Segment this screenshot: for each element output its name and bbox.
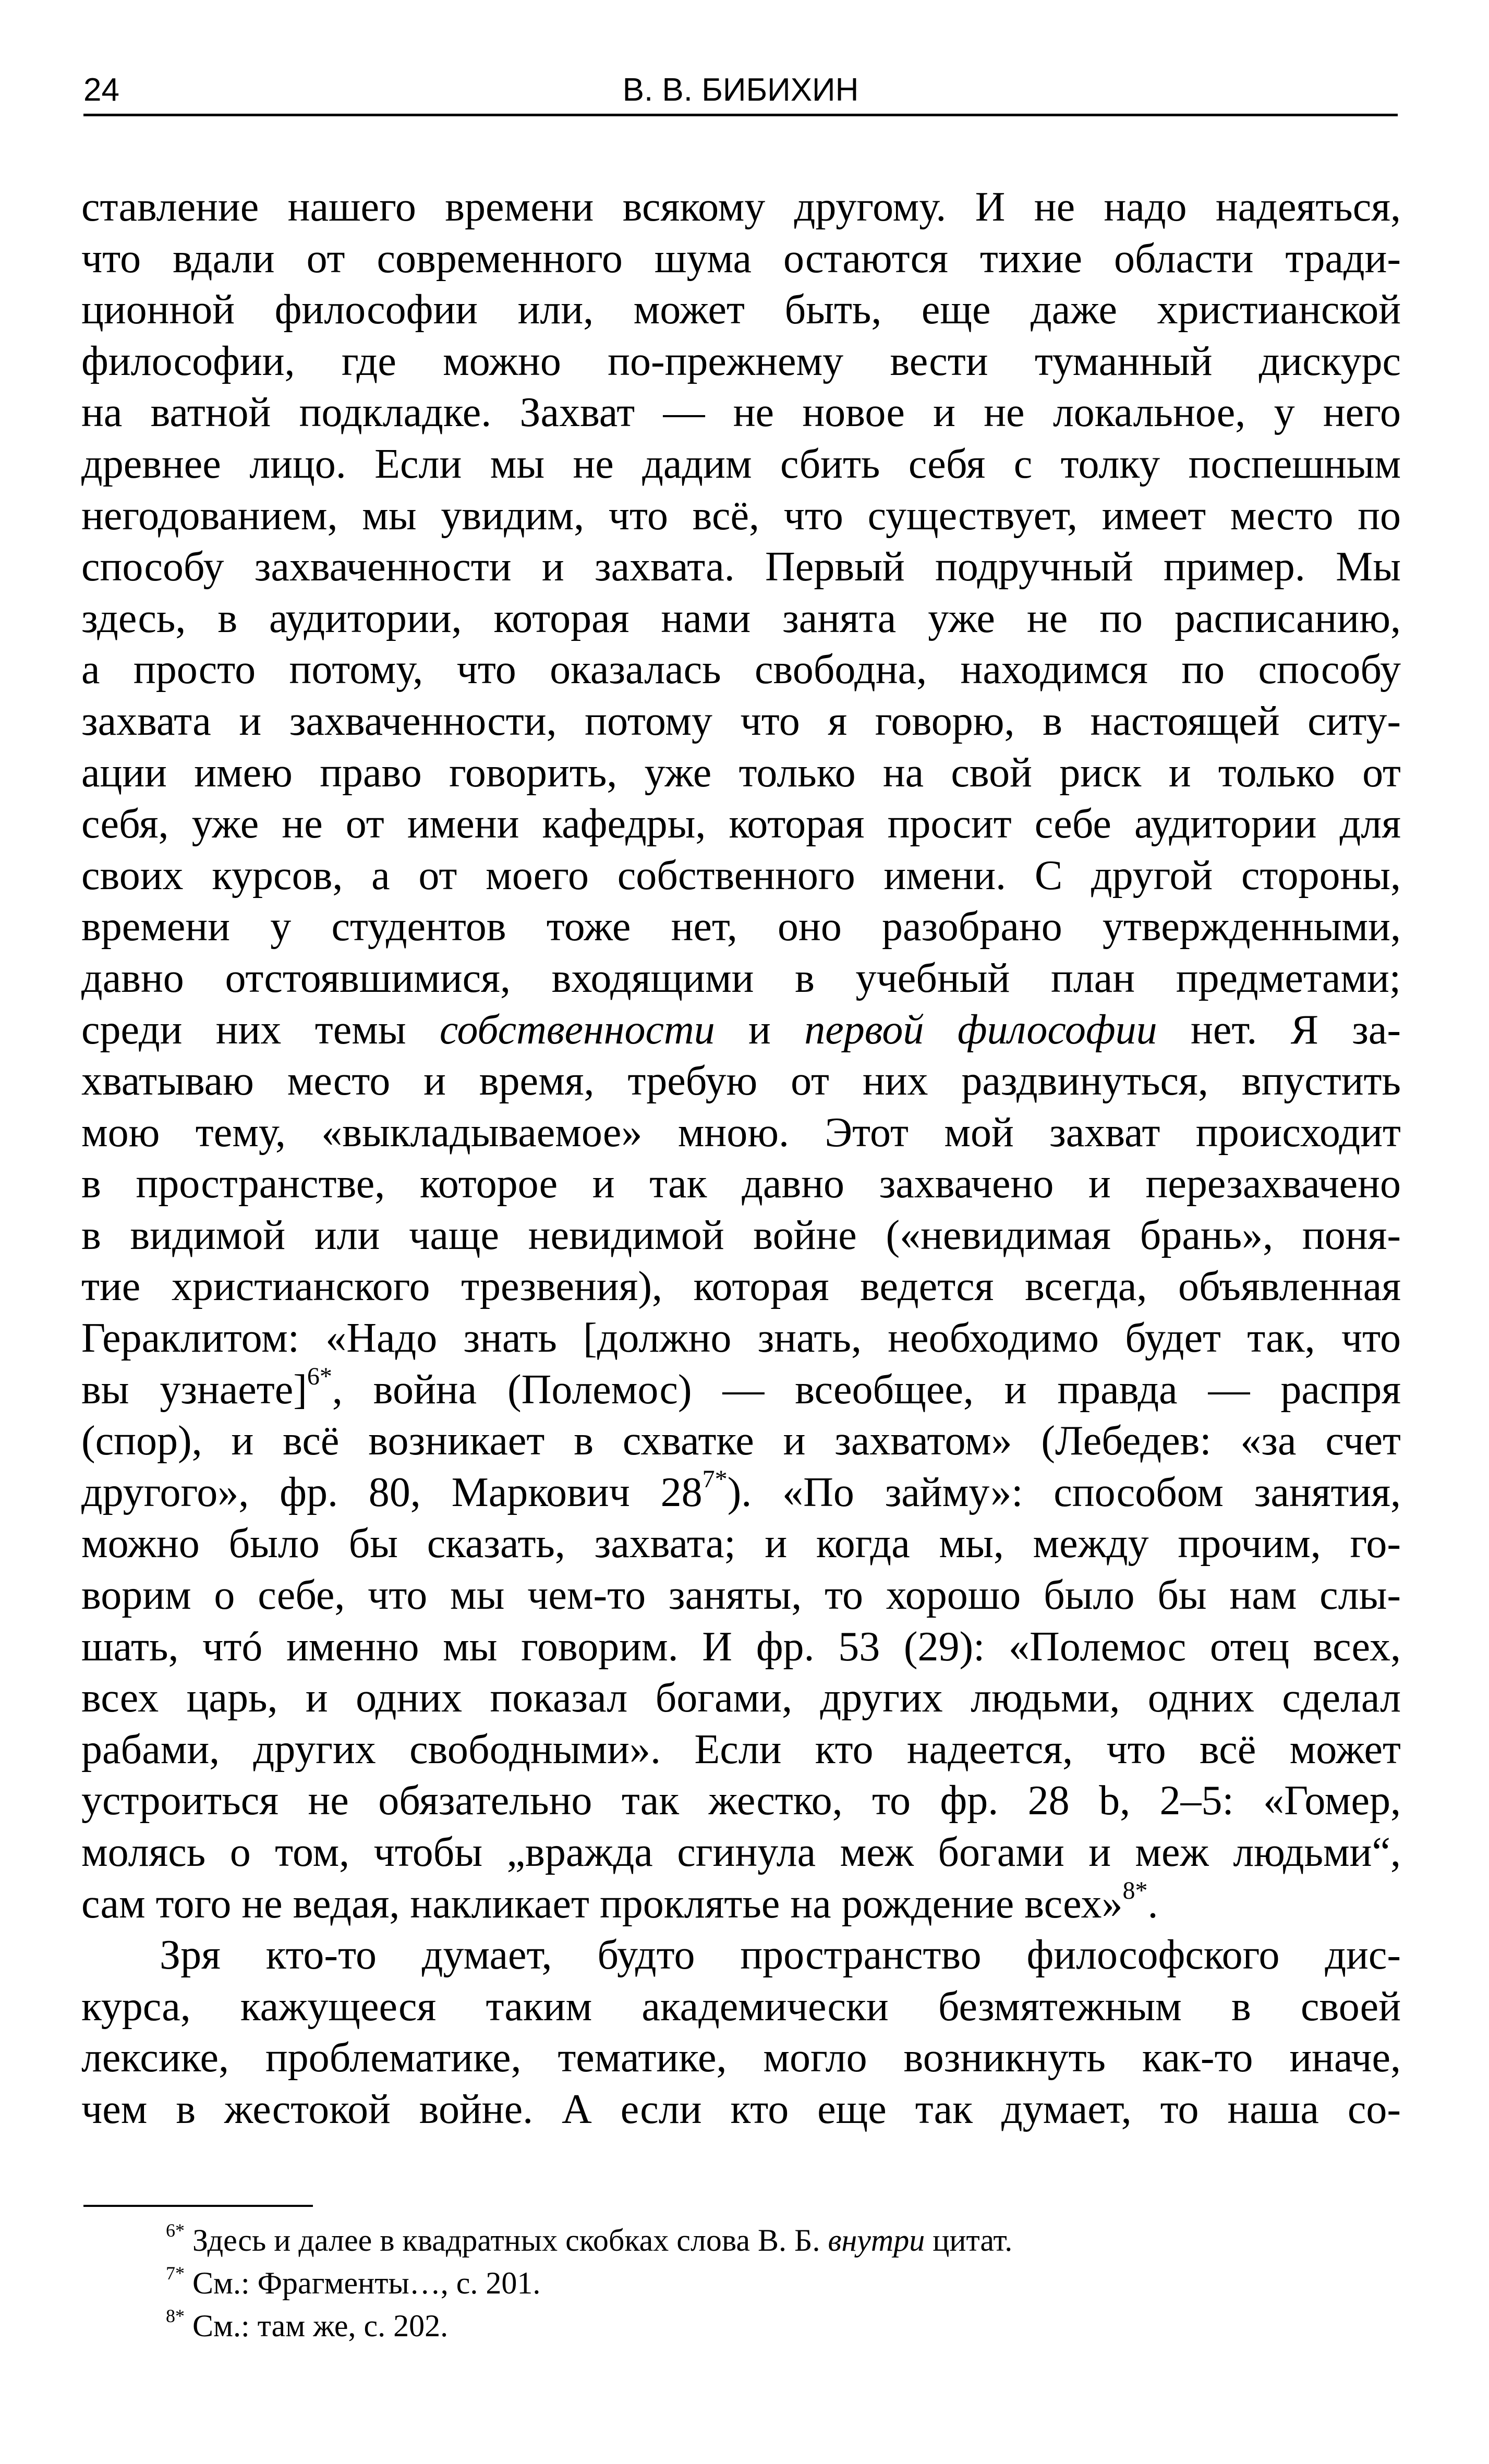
footnote-mark: 7* (166, 2263, 185, 2284)
text-line: ации имею право говорить, уже только на свой риск и только от (81, 749, 1401, 796)
text-line: ставление нашего времени всякому другому. И не надо надеяться, (81, 184, 1401, 230)
text-segment: среди них темы (81, 1006, 440, 1053)
footnote-ref-8[interactable]: 8* (1122, 1876, 1148, 1904)
text-segment: и (715, 1006, 805, 1053)
text-line: тие христианского трезвения), которая ведется всегда, объявленная (81, 1264, 1401, 1310)
footnote-text: Здесь и далее в квадратных скобках слова В. Б. (185, 2223, 828, 2257)
footnote-8 (166, 2304, 1365, 2347)
page-number: 24 (83, 72, 119, 108)
text-line: в пространстве, которое и так давно захвачено и перезахвачено (81, 1161, 1401, 1207)
text-line: способу захваченности и захвата. Первый подручный пример. Мы (81, 544, 1401, 590)
text-segment: другого», фр. 80, Маркович 28 (81, 1469, 703, 1515)
text-line: древнее лицо. Если мы не дадим сбить себя с толку поспешным (81, 441, 1401, 487)
footnote-text: См.: Фрагменты…, с. 201. (185, 2266, 541, 2300)
text-line: можно было бы сказать, захвата; и когда мы, между прочим, го- (81, 1521, 1401, 1567)
text-line: себя, уже не от имени кафедры, которая просит себе аудитории для (81, 801, 1401, 847)
footnote-7 (166, 2262, 1365, 2304)
text-line: чем в жестокой войне. А если кто еще так думает, то наша со- (81, 2086, 1401, 2132)
text-line: Гераклитом: «Надо знать [должно знать, необходимо будет так, что (81, 1315, 1401, 1362)
text-line: Зря кто-то думает, будто пространство философского дис- (160, 1932, 1401, 1979)
footnote-text: цитат. (925, 2223, 1013, 2257)
text-segment: , война (Полемос) — всеобщее, и правда — распря (332, 1366, 1401, 1413)
text-line: (спор), и всё возникает в схватке и захватом» (Лебедев: «за счет (81, 1418, 1401, 1464)
text-line: захвата и захваченности, потому что я говорю, в настоящей ситу- (81, 698, 1401, 744)
text-line: курса, кажущееся таким академически безмятежным в своей (81, 1983, 1401, 2030)
text-line: молясь о том, чтобы „вражда сгинула меж богами и меж людьми“, (81, 1829, 1401, 1875)
text-line: ционной философии или, может быть, еще даже христианской (81, 287, 1401, 333)
text-segment: вы узнаете] (81, 1366, 307, 1413)
footnote-divider (83, 2205, 313, 2207)
text-line-with-italics (81, 1004, 1401, 1056)
footnote-italic-word: внутри (828, 2223, 925, 2257)
footnote-ref-6[interactable]: 6* (307, 1362, 332, 1390)
footnote-text: См.: там же, с. 202. (185, 2309, 449, 2343)
text-line: устроиться не обязательно так жестко, то фр. 28 b, 2–5: «Гомер, (81, 1778, 1401, 1824)
text-line: лексике, проблематике, тематике, могло возникнуть как-то иначе, (81, 2035, 1401, 2081)
italic-term-pervaya-filosofiya: первой философии (804, 1006, 1157, 1053)
text-segment: нет. Я за- (1157, 1006, 1401, 1053)
text-line-with-footnote-ref (81, 1467, 1401, 1519)
italic-term-sobstvennost: собственности (439, 1006, 715, 1053)
paragraph-1 (81, 181, 1401, 1929)
text-line: всех царь, и одних показал богами, других людьми, одних сделал (81, 1675, 1401, 1721)
footnote-6 (166, 2219, 1365, 2262)
text-segment: . (1147, 1880, 1158, 1927)
text-line: а просто потому, что оказалась свободна, находимся по способу (81, 647, 1401, 693)
text-line-with-footnote-ref (81, 1364, 1401, 1416)
text-line: шать, чтó именно мы говорим. И фр. 53 (29): «Полемос отец всех, (81, 1623, 1401, 1670)
footnote-ref-7[interactable]: 7* (702, 1465, 728, 1493)
footnotes (166, 2219, 1365, 2347)
text-line: что вдали от современного шума остаются тихие области тради- (81, 235, 1401, 282)
text-segment: ). «По займу»: способом занятия, (727, 1469, 1401, 1515)
text-line: мою тему, «выкладываемое» мною. Этот мой захват происходит (81, 1109, 1401, 1156)
text-segment: сам того не ведая, накликает проклятье на рождение всех» (81, 1880, 1123, 1927)
text-line: на ватной подкладке. Захват — не новое и не локальное, у него (81, 390, 1401, 436)
text-line: давно отстоявшимися, входящими в учебный план предметами; (81, 955, 1401, 1001)
running-head (83, 67, 1398, 116)
text-line: своих курсов, а от моего собственного имени. С другой стороны, (81, 852, 1401, 899)
text-line: времени у студентов тоже нет, оно разобрано утвержденными, (81, 904, 1401, 950)
footnote-mark: 6* (166, 2220, 185, 2241)
text-line: хватываю место и время, требую от них раздвинуться, впустить (81, 1058, 1401, 1104)
main-text (81, 181, 1401, 2135)
text-line: ворим о себе, что мы чем-то заняты, то хорошо было бы нам слы- (81, 1572, 1401, 1619)
footnote-mark: 8* (166, 2305, 185, 2326)
text-line: здесь, в аудитории, которая нами занята уже не по расписанию, (81, 595, 1401, 641)
paragraph-2 (81, 1929, 1401, 2135)
text-line: в видимой или чаще невидимой войне («невидимая брань», поня- (81, 1212, 1401, 1258)
text-line: философии, где можно по-прежнему вести туманный дискурс (81, 338, 1401, 384)
author-header: В. В. БИБИХИН (622, 72, 859, 108)
text-line: негодованием, мы увидим, что всё, что существует, имеет место по (81, 492, 1401, 539)
text-line: рабами, других свободными». Если кто надеется, что всё может (81, 1726, 1401, 1773)
text-line-with-footnote-ref (81, 1878, 1401, 1930)
